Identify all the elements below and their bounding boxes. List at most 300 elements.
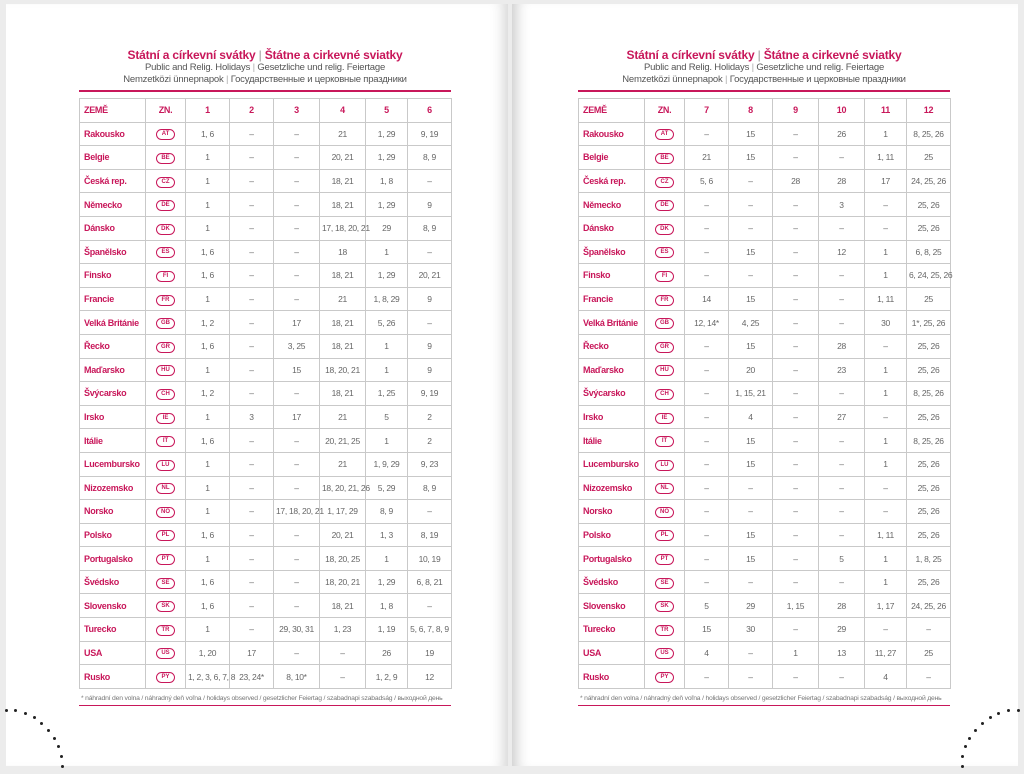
country-code-badge: HU — [156, 365, 175, 376]
country-name: Finsko — [579, 264, 645, 288]
holiday-days-cell: 1, 6 — [186, 122, 230, 146]
country-code-cell — [645, 429, 685, 453]
holiday-days-cell: 1, 11 — [865, 523, 907, 547]
country-name: Irsko — [579, 405, 645, 429]
country-name: Rusko — [80, 665, 146, 689]
holiday-days-cell: 1 — [186, 216, 230, 240]
country-name: Španělsko — [80, 240, 146, 264]
holiday-days-cell: 15 — [729, 334, 773, 358]
holiday-days-cell: 25, 26 — [907, 334, 951, 358]
holiday-days-cell: 1, 29 — [366, 193, 408, 217]
country-code-cell — [146, 405, 186, 429]
table-row — [80, 523, 452, 547]
holiday-days-cell: 9, 19 — [408, 382, 452, 406]
country-name: Česká rep. — [579, 169, 645, 193]
holiday-days-cell: – — [685, 476, 729, 500]
holiday-days-cell: – — [685, 193, 729, 217]
holiday-days-cell: – — [685, 523, 729, 547]
holiday-days-cell: 23, 24* — [230, 665, 274, 689]
column-header-month: 6 — [408, 99, 452, 123]
holiday-days-cell: 25, 26 — [907, 570, 951, 594]
table-header-row — [579, 99, 951, 123]
country-code-cell — [645, 452, 685, 476]
holiday-days-cell: 25, 26 — [907, 216, 951, 240]
country-code-badge: DE — [156, 200, 175, 211]
holiday-days-cell: 28 — [819, 594, 865, 618]
holiday-days-cell: – — [819, 264, 865, 288]
holiday-days-cell: 1 — [865, 452, 907, 476]
column-header-month: 11 — [865, 99, 907, 123]
decorative-dot — [961, 755, 964, 758]
country-code-cell — [645, 594, 685, 618]
holiday-days-cell: 27 — [819, 405, 865, 429]
column-header-month: 5 — [366, 99, 408, 123]
subtitle-line-2: Nemzetközi ünnepnapok | Государственные и церковные праздники — [123, 74, 407, 85]
country-name: Švédsko — [579, 570, 645, 594]
country-name: Švýcarsko — [80, 382, 146, 406]
subtitle-de: Gesetzliche und relig. Feiertage — [257, 62, 386, 73]
table-row — [579, 570, 951, 594]
holiday-days-cell: – — [230, 169, 274, 193]
table-row — [80, 500, 452, 524]
decorative-dot — [57, 745, 60, 748]
table-row — [579, 405, 951, 429]
country-code-badge: BE — [156, 153, 175, 164]
decorative-dot — [40, 722, 43, 725]
holiday-days-cell: 17 — [865, 169, 907, 193]
holiday-days-cell: 18, 21 — [320, 193, 366, 217]
title-rule — [79, 90, 451, 92]
country-name: Švýcarsko — [579, 382, 645, 406]
holiday-days-cell: – — [320, 641, 366, 665]
country-name: Španělsko — [579, 240, 645, 264]
subtitle-line-1: Public and Relig. Holidays | Gesetzliche und relig. Feiertage — [144, 62, 386, 73]
column-header-month: 4 — [320, 99, 366, 123]
holiday-days-cell: 20 — [729, 358, 773, 382]
holiday-days-cell: 29 — [366, 216, 408, 240]
country-code-cell — [645, 122, 685, 146]
holiday-days-cell: – — [685, 382, 729, 406]
table-row — [80, 452, 452, 476]
holiday-days-cell: 1 — [366, 358, 408, 382]
holiday-days-cell: 3 — [230, 405, 274, 429]
table-row — [579, 146, 951, 170]
holiday-days-cell: – — [907, 618, 951, 642]
holiday-days-cell: – — [274, 429, 320, 453]
holiday-days-cell: 15 — [729, 240, 773, 264]
holiday-days-cell: 1, 6 — [186, 570, 230, 594]
country-name: Finsko — [80, 264, 146, 288]
holiday-days-cell: – — [274, 523, 320, 547]
holiday-days-cell: 8, 25, 26 — [907, 429, 951, 453]
holiday-days-cell: 25 — [907, 641, 951, 665]
country-code-cell — [146, 146, 186, 170]
country-code-badge: NO — [156, 507, 175, 518]
holiday-days-cell: 1, 6 — [186, 429, 230, 453]
country-code-cell — [146, 523, 186, 547]
holiday-days-cell: – — [729, 665, 773, 689]
holiday-days-cell: 1, 6 — [186, 264, 230, 288]
holiday-days-cell: – — [865, 216, 907, 240]
holiday-days-cell: – — [773, 547, 819, 571]
holiday-days-cell: – — [773, 618, 819, 642]
country-name: Švédsko — [80, 570, 146, 594]
holiday-days-cell: – — [685, 452, 729, 476]
country-code-cell — [146, 216, 186, 240]
column-header-month: 1 — [186, 99, 230, 123]
table-row — [80, 216, 452, 240]
country-name: USA — [579, 641, 645, 665]
country-code-cell — [645, 193, 685, 217]
holiday-days-cell: 25, 26 — [907, 193, 951, 217]
holiday-days-cell: 28 — [773, 169, 819, 193]
holiday-days-cell: – — [320, 665, 366, 689]
holiday-days-cell: – — [865, 500, 907, 524]
holiday-days-cell: 8, 25, 26 — [907, 122, 951, 146]
holiday-days-cell: 14 — [685, 287, 729, 311]
holiday-days-cell: 1 — [186, 500, 230, 524]
column-header-country: ZEMĚ — [80, 99, 146, 123]
country-code-cell — [146, 618, 186, 642]
country-name: Belgie — [80, 146, 146, 170]
title-cz: Státní a církevní svátky — [626, 48, 755, 62]
country-code-cell — [645, 382, 685, 406]
holiday-days-cell: 1, 20 — [186, 641, 230, 665]
country-name: Belgie — [579, 146, 645, 170]
left-page — [6, 4, 508, 766]
holiday-days-cell: – — [773, 500, 819, 524]
holiday-days-cell: – — [230, 523, 274, 547]
table-row — [579, 665, 951, 689]
holiday-days-cell: 1 — [865, 264, 907, 288]
country-code-badge: PY — [655, 672, 674, 683]
holiday-days-cell: 29 — [819, 618, 865, 642]
country-code-badge: TR — [655, 625, 674, 636]
decorative-dot — [964, 745, 967, 748]
holiday-days-cell: – — [230, 146, 274, 170]
holiday-days-cell: 10, 19 — [408, 547, 452, 571]
holiday-days-cell: 25 — [907, 287, 951, 311]
holiday-days-cell: – — [773, 452, 819, 476]
decorative-dot — [33, 716, 36, 719]
country-code-badge: DK — [655, 224, 674, 235]
holiday-days-cell: – — [230, 547, 274, 571]
subtitle-ru: Государственные и церковные праздники — [729, 74, 906, 85]
holiday-days-cell: – — [274, 476, 320, 500]
holiday-days-cell: – — [274, 570, 320, 594]
holiday-days-cell: – — [230, 122, 274, 146]
decorative-dot — [968, 737, 971, 740]
holiday-table — [79, 98, 452, 689]
country-code-badge: FI — [156, 271, 175, 282]
holiday-days-cell: – — [230, 594, 274, 618]
holiday-days-cell: 30 — [865, 311, 907, 335]
holiday-days-cell: 25, 26 — [907, 358, 951, 382]
right-page — [512, 4, 1018, 766]
holiday-days-cell: 25, 26 — [907, 500, 951, 524]
table-header-row — [80, 99, 452, 123]
table-row — [579, 547, 951, 571]
country-code-badge: DE — [655, 200, 674, 211]
holiday-days-cell: 19 — [408, 641, 452, 665]
holiday-days-cell: 25 — [907, 146, 951, 170]
country-code-cell — [146, 358, 186, 382]
holiday-days-cell: – — [729, 193, 773, 217]
table-row — [80, 618, 452, 642]
country-code-badge: AT — [655, 129, 674, 140]
holiday-days-cell: 18, 20, 21 — [320, 570, 366, 594]
country-code-cell — [645, 641, 685, 665]
country-name: Nizozemsko — [80, 476, 146, 500]
holiday-days-cell: 1, 25 — [366, 382, 408, 406]
country-code-cell — [146, 311, 186, 335]
holiday-days-cell: – — [230, 429, 274, 453]
holiday-days-cell: – — [773, 146, 819, 170]
country-code-badge: PY — [156, 672, 175, 683]
holiday-days-cell: – — [865, 405, 907, 429]
holiday-days-cell: 1, 11 — [865, 287, 907, 311]
decorative-dot — [981, 722, 984, 725]
country-code-badge: IT — [156, 436, 175, 447]
holiday-days-cell: – — [773, 382, 819, 406]
holiday-days-cell: – — [274, 193, 320, 217]
country-code-cell — [146, 500, 186, 524]
holiday-days-cell: 18, 21 — [320, 594, 366, 618]
holiday-days-cell: – — [408, 500, 452, 524]
holiday-days-cell: – — [865, 334, 907, 358]
table-row — [80, 169, 452, 193]
decorative-dot — [60, 755, 63, 758]
holiday-days-cell: 17 — [230, 641, 274, 665]
holiday-days-cell: 21 — [320, 452, 366, 476]
table-row — [80, 193, 452, 217]
holiday-days-cell: 21 — [320, 122, 366, 146]
holiday-days-cell: 9, 19 — [408, 122, 452, 146]
country-code-cell — [146, 287, 186, 311]
holiday-days-cell: – — [408, 169, 452, 193]
holiday-days-cell: – — [819, 429, 865, 453]
holiday-block-left — [79, 48, 451, 706]
country-code-badge: NO — [655, 507, 674, 518]
holiday-days-cell: – — [685, 334, 729, 358]
holiday-days-cell: 8, 9 — [366, 500, 408, 524]
country-code-badge: CH — [156, 389, 175, 400]
holiday-days-cell: 9, 23 — [408, 452, 452, 476]
country-code-cell — [146, 476, 186, 500]
country-name: Lucembursko — [80, 452, 146, 476]
table-row — [80, 594, 452, 618]
decorative-dot — [974, 729, 977, 732]
holiday-days-cell: 18, 21 — [320, 334, 366, 358]
holiday-days-cell: 18, 20, 21, 26 — [320, 476, 366, 500]
holiday-days-cell: 1 — [865, 122, 907, 146]
holiday-days-cell: – — [230, 570, 274, 594]
holiday-days-cell: – — [865, 476, 907, 500]
holiday-days-cell: 5 — [819, 547, 865, 571]
subtitle-line-1: Public and Relig. Holidays | Gesetzliche und relig. Feiertage — [643, 62, 885, 73]
holiday-days-cell: – — [274, 382, 320, 406]
holiday-days-cell: 1 — [186, 193, 230, 217]
subtitle-hu: Nemzetközi ünnepnapok — [123, 74, 224, 85]
country-name: Itálie — [579, 429, 645, 453]
holiday-days-cell: – — [773, 122, 819, 146]
country-code-badge: CZ — [655, 177, 674, 188]
holiday-days-cell: – — [819, 287, 865, 311]
holiday-days-cell: – — [230, 476, 274, 500]
country-code-cell — [146, 570, 186, 594]
holiday-days-cell: 15 — [729, 287, 773, 311]
holiday-days-cell: 15 — [729, 452, 773, 476]
table-row — [80, 358, 452, 382]
holiday-days-cell: – — [408, 311, 452, 335]
country-code-cell — [645, 547, 685, 571]
holiday-days-cell: – — [773, 405, 819, 429]
holiday-days-cell: – — [773, 287, 819, 311]
holiday-days-cell: – — [819, 476, 865, 500]
table-row — [579, 618, 951, 642]
country-code-cell — [645, 311, 685, 335]
holiday-days-cell: – — [230, 452, 274, 476]
country-name: Rakousko — [579, 122, 645, 146]
holiday-days-cell: – — [408, 594, 452, 618]
holiday-days-cell: 6, 8, 21 — [408, 570, 452, 594]
table-row — [80, 476, 452, 500]
country-name: Velká Británie — [80, 311, 146, 335]
country-name: Rusko — [579, 665, 645, 689]
country-code-badge: HU — [655, 365, 674, 376]
holiday-days-cell: 17, 18, 20, 21 — [320, 216, 366, 240]
holiday-days-cell: 1 — [773, 641, 819, 665]
holiday-days-cell: 1, 2 — [186, 382, 230, 406]
table-row — [80, 311, 452, 335]
holiday-days-cell: 1, 29 — [366, 570, 408, 594]
holiday-days-cell: – — [729, 500, 773, 524]
holiday-days-cell: 9 — [408, 287, 452, 311]
table-row — [579, 594, 951, 618]
country-code-badge: LU — [655, 460, 674, 471]
country-name: Velká Británie — [579, 311, 645, 335]
column-header-month: 8 — [729, 99, 773, 123]
country-code-cell — [645, 665, 685, 689]
country-code-cell — [146, 665, 186, 689]
country-code-cell — [645, 500, 685, 524]
holiday-days-cell: – — [729, 264, 773, 288]
country-name: Slovensko — [579, 594, 645, 618]
holiday-days-cell: – — [819, 216, 865, 240]
country-name: Německo — [80, 193, 146, 217]
holiday-days-cell: 20, 21 — [320, 146, 366, 170]
country-code-cell — [146, 334, 186, 358]
country-name: Maďarsko — [579, 358, 645, 382]
decorative-dot — [1017, 709, 1020, 712]
holiday-days-cell: 1, 3 — [366, 523, 408, 547]
country-code-badge: NL — [655, 483, 674, 494]
holiday-days-cell: 17 — [274, 405, 320, 429]
decorative-dot — [61, 765, 64, 768]
holiday-days-cell: 1 — [366, 334, 408, 358]
holiday-days-cell: 8, 10* — [274, 665, 320, 689]
table-row — [579, 500, 951, 524]
decorative-dot — [14, 709, 17, 712]
holiday-days-cell: 15 — [274, 358, 320, 382]
holiday-days-cell: 9 — [408, 193, 452, 217]
country-code-badge: FR — [655, 295, 674, 306]
table-row — [80, 146, 452, 170]
holiday-days-cell: 1 — [186, 547, 230, 571]
country-code-cell — [645, 169, 685, 193]
column-header-month: 12 — [907, 99, 951, 123]
country-code-badge: US — [655, 648, 674, 659]
country-name: Turecko — [579, 618, 645, 642]
holiday-days-cell: – — [274, 452, 320, 476]
holiday-days-cell: – — [819, 146, 865, 170]
holiday-days-cell: – — [907, 665, 951, 689]
holiday-days-cell: 1 — [186, 169, 230, 193]
holiday-days-cell: – — [408, 240, 452, 264]
country-code-badge: PL — [156, 530, 175, 541]
holiday-days-cell: – — [230, 240, 274, 264]
holiday-days-cell: 28 — [819, 169, 865, 193]
holiday-days-cell: – — [773, 264, 819, 288]
holiday-days-cell: 15 — [729, 523, 773, 547]
country-name: Itálie — [80, 429, 146, 453]
country-code-cell — [146, 264, 186, 288]
column-header-month: 3 — [274, 99, 320, 123]
holiday-days-cell: 1 — [186, 287, 230, 311]
country-code-badge: SK — [156, 601, 175, 612]
country-name: Dánsko — [579, 216, 645, 240]
holiday-days-cell: 9 — [408, 334, 452, 358]
holiday-days-cell: 5, 6 — [685, 169, 729, 193]
column-header-month: 2 — [230, 99, 274, 123]
holiday-days-cell: 1 — [186, 358, 230, 382]
holiday-days-cell: 29, 30, 31 — [274, 618, 320, 642]
holiday-days-cell: – — [819, 570, 865, 594]
column-header-country: ZEMĚ — [579, 99, 645, 123]
table-row — [80, 240, 452, 264]
decorative-dot — [997, 712, 1000, 715]
table-row — [579, 287, 951, 311]
holiday-days-cell: 17 — [274, 311, 320, 335]
holiday-days-cell: – — [274, 122, 320, 146]
holiday-days-cell: 15 — [685, 618, 729, 642]
country-code-badge: LU — [156, 460, 175, 471]
holiday-days-cell: 24, 25, 26 — [907, 594, 951, 618]
holiday-days-cell: 1, 9, 29 — [366, 452, 408, 476]
holiday-days-cell: 21 — [320, 405, 366, 429]
holiday-days-cell: – — [819, 500, 865, 524]
holiday-days-cell: 1 — [865, 570, 907, 594]
holiday-days-cell: – — [274, 287, 320, 311]
holiday-days-cell: 21 — [685, 146, 729, 170]
country-code-cell — [146, 382, 186, 406]
table-row — [80, 122, 452, 146]
country-code-cell — [146, 240, 186, 264]
table-row — [80, 665, 452, 689]
holiday-days-cell: 12 — [819, 240, 865, 264]
country-code-badge: SE — [655, 578, 674, 589]
holiday-days-cell: – — [685, 122, 729, 146]
holiday-days-cell: 1, 2, 9 — [366, 665, 408, 689]
country-code-badge: PT — [156, 554, 175, 565]
country-code-badge: SK — [655, 601, 674, 612]
holiday-days-cell: – — [773, 429, 819, 453]
table-row — [579, 452, 951, 476]
holiday-days-cell: 5 — [685, 594, 729, 618]
country-code-cell — [645, 476, 685, 500]
column-header-month: 7 — [685, 99, 729, 123]
holiday-days-cell: 1 — [865, 358, 907, 382]
